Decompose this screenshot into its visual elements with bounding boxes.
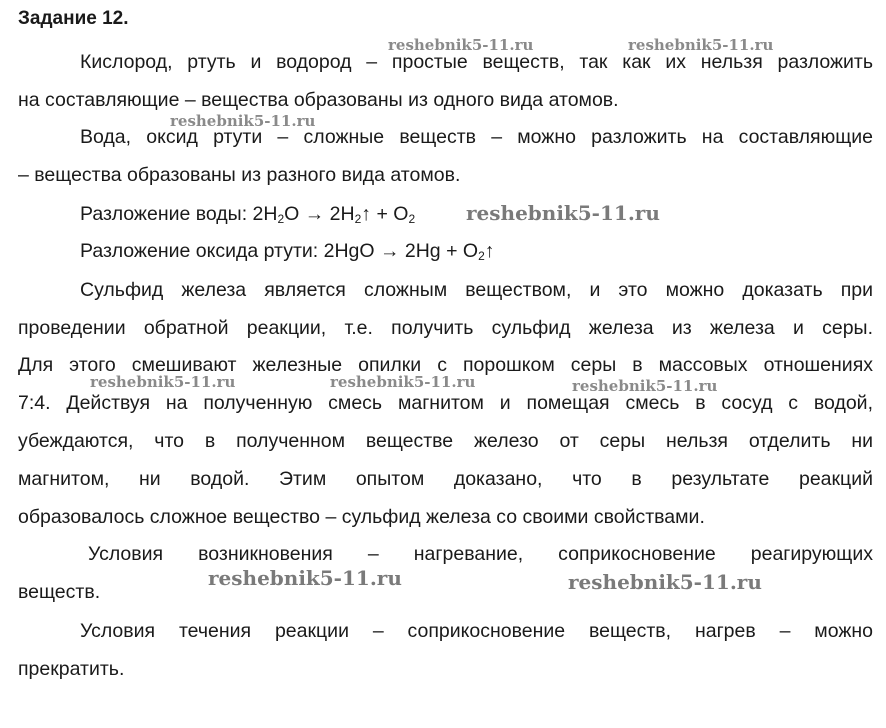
equation-mercury-oxide: Разложение оксида ртути: $2HgO \to 2Hg + O_2↑$ — [80, 240, 495, 263]
watermark: reshebnik5-11.ru — [208, 566, 402, 590]
paragraph-line: Условия течения реакции – соприкосновение веществ, нагрев – можно — [80, 620, 873, 642]
equation-label: Разложение оксида ртути: — [80, 240, 319, 262]
watermark: reshebnik5-11.ru — [170, 112, 316, 130]
paragraph-line: магнитом, ни водой. Этим опытом доказано, что в результате реакций — [18, 468, 873, 490]
paragraph-line: Для этого смешивают железные опилки с порошком серы в массовых отношениях — [18, 354, 873, 376]
paragraph-line: Вода, оксид ртути – сложные веществ – можно разложить на составляющие — [80, 126, 873, 148]
watermark: reshebnik5-11.ru — [628, 36, 774, 54]
paragraph-line: образовалось сложное вещество – сульфид железа со своими свойствами. — [18, 506, 705, 528]
paragraph-line: Кислород, ртуть и водород – простые веществ, так как их нельзя разложить — [80, 51, 873, 73]
task-title: Задание 12. — [18, 8, 129, 29]
watermark: reshebnik5-11.ru — [568, 570, 762, 594]
watermark: reshebnik5-11.ru — [90, 373, 236, 391]
paragraph-line: прекратить. — [18, 658, 125, 680]
watermark: reshebnik5-11.ru — [572, 377, 718, 395]
watermark: reshebnik5-11.ru — [330, 373, 476, 391]
paragraph-line: проведении обратной реакции, т.е. получить сульфид железа из железа и серы. — [18, 317, 873, 339]
equation-label: Разложение воды: — [80, 203, 248, 225]
paragraph-line: Сульфид железа является сложным веществом, и это можно доказать при — [80, 279, 873, 301]
paragraph-line: убеждаются, что в полученном веществе железо от серы нельзя отделить ни — [18, 430, 873, 452]
paragraph-line: 7:4. Действуя на полученную смесь магнитом и помещая смесь в сосуд с водой, — [18, 392, 873, 414]
paragraph-line: Условия возникновения – нагревание, соприкосновение реагирующих — [88, 543, 873, 565]
paragraph-line: на составляющие – вещества образованы из одного вида атомов. — [18, 89, 619, 111]
paragraph-line: веществ. — [18, 581, 101, 603]
equation-water: Разложение воды: $2H_2O$ → $2H_2↑ + O_2$ — [80, 203, 416, 226]
watermark: reshebnik5-11.ru — [388, 36, 534, 54]
paragraph-line: – вещества образованы из разного вида атомов. — [18, 164, 461, 186]
watermark: reshebnik5-11.ru — [466, 201, 660, 225]
